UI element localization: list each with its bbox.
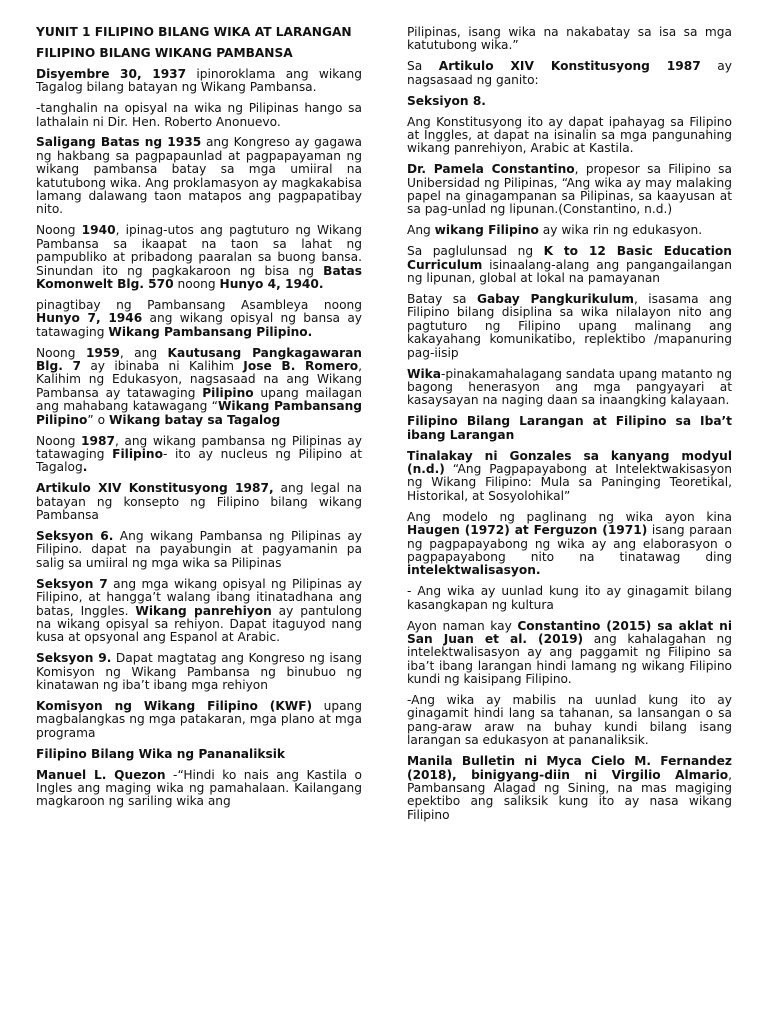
paragraph-artikulo-xiv: Artikulo XIV Konstitusyong 1987, ang legal na batayan ng konsepto ng Filipino bilang wikang Pambansa	[36, 481, 363, 523]
paragraph-k12: Sa paglulunsad ng K to 12 Basic Education Curriculum isinaalang-alang ang pangangailangan ng lipunan, global at lokal na pamayanan	[407, 244, 732, 286]
paragraph-seksyon-9: Seksyon 9. Dapat magtatag ang Kongreso ng isang Komisyon ng Wikang Pambansa ng binubuo ng kinatawan ng iba’t ibang mga rehiyon	[36, 651, 362, 693]
paragraph-1946: pinagtibay ng Pambansang Asambleya noong Hunyo 7, 1946 ang wikang opisyal ng bansa ay tatawaging Wikang Pambansang Pilipino.	[36, 297, 362, 339]
paragraph-wika-sandata: Wika-pinakamahalagang sandata upang matanto ng bagong henerasyon ang mga pangyayari at kasaysayan na naging daan sa inaangking kalayaan.	[407, 366, 732, 408]
paragraph-1940: Noong 1940, ipinag-utos ang pagtuturo ng Wikang Pambansa sa ikaapat na taon sa lahat ng pampubliko at pribadong paaralan sa buong bansa. Sinundan ito ng pagkakaroon ng bisa ng Batas Komonwelt Blg. 570 noong Hunyo 4, 1940.	[36, 223, 362, 291]
paragraph-kultura: - Ang wika ay uunlad kung ito ay ginagamit bilang kasangkapan ng kultura	[407, 584, 732, 612]
paragraph-1937: Disyembre 30, 1937 ipinoroklama ang wikang Tagalog bilang batayan ng Wikang Pambansa.	[36, 66, 362, 95]
paragraph-saligang-batas: Saligang Batas ng 1935 ang Kongreso ay gagawa ng hakbang sa pagpapaunlad at pagpapayaman ng wikang pambansa batay sa mga umiiral na katutubong wika. Ang proklamasyon ay magkakabisa lamang dalawang taon matapos ang pagpapatibay nito.	[36, 135, 362, 217]
section-heading-pambansa: FILIPINO BILANG WIKANG PAMBANSA	[36, 45, 293, 60]
paragraph-gabay: Batay sa Gabay Pangkurikulum, isasama ang Filipino bilang disiplina sa wika nilalayon nito ang pagtuturo ng Filipino upang malinang ang kakayahang komunikatibo, replektibo /mapanuring pag-iisip	[407, 292, 732, 360]
paragraph-opisyal: -tanghalin na opisyal na wika ng Pilipinas hango sa lathalain ni Dir. Hen. Roberto Anonuevo.	[36, 101, 362, 129]
paragraph-almario: Manila Bulletin ni Myca Cielo M. Fernandez (2018), binigyang-diin ni Virgilio Almario, Pambansang Alagad ng Sining, na mas magiging epektibo ang saliksik kung ito ay nasa wikang Filipino	[407, 754, 732, 822]
paragraph-konstitusyon: Ang Konstitusyong ito ay dapat ipahayag sa Filipino at Inggles, at dapat na isinalin sa mga pangunahing wikang panrehiyon, Arabic at Kastila.	[407, 114, 732, 156]
paragraph-edukasyon: Ang wikang Filipino ay wika rin ng edukasyon.	[407, 223, 703, 238]
paragraph-mabilis: -Ang wika ay mabilis na uunlad kung ito ay ginagamit hindi lang sa tahanan, sa lansangan o sa pang-araw araw na buhay kundi bilang isang larangan sa edukasyon at pananaliksik.	[407, 693, 732, 748]
paragraph-san-juan: Ayon naman kay Constantino (2015) sa aklat ni San Juan et al. (2019) ang kahalagahan ng intelektwalisasyon ay ang paggamit ng Filipino sa iba’t ibang larangan hindi lamang ng wikang Filipino kundi ng kaisipang Filipino.	[407, 618, 732, 687]
paragraph-artikulo-ganito: Sa Artikulo XIV Konstitusyong 1987 ay nagsasaad ng ganito:	[407, 59, 732, 87]
paragraph-gonzales: Tinalakay ni Gonzales sa kanyang modyul (n.d.) “Ang Pagpapayabong at Intelektwakisasyon ng Wikang Filipino: Mula sa Paninging Teoretikal, Historikal, at Sosyolohikal”	[407, 448, 732, 503]
paragraph-quezon-continued: Pilipinas, isang wika na nakabatay sa isa sa mga katutubong wika.”	[407, 25, 732, 53]
paragraph-quezon: Manuel L. Quezon -“Hindi ko nais ang Kastila o Ingles ang maging wika ng pamahalaan. Kailangang magkaroon ng sariling wika ang	[36, 767, 362, 809]
left-column	[36, 26, 362, 816]
paragraph-constantino: Dr. Pamela Constantino, propesor sa Filipino sa Unibersidad ng Pilipinas, “Ang wika ay may malaking papel na ginagampanan sa Pilipinas, sa kaayusan at sa pag-unlad ng lipunan.(Constantino, n.d.)	[407, 162, 732, 217]
paragraph-1987: Noong 1987, ang wikang pambansa ng Pilipinas ay tatawaging Filipino- ito ay nucleus ng Pilipino at Tagalog.	[36, 433, 362, 475]
paragraph-seksyon-6: Seksyon 6. Ang wikang Pambansa ng Pilipinas ay Filipino. dapat na payabungin at pagyamanin pa salig sa umiiral ng mga wika sa Pilipinas	[36, 529, 362, 570]
paragraph-seksyon-7: Seksyon 7 ang mga wikang opisyal ng Pilipinas ay Filipino, at hangga’t walang ibang itinatadhana ang batas, Inggles. Wikang panrehiyon ay pantulong na wikang opisyal sa rehiyon. Dapat itaguyod nang kusa at opsyonal ang Espanol at Arabic.	[36, 576, 363, 645]
paragraph-1959: Noong 1959, ang Kautusang Pangkagawaran Blg. 7 ay ibinaba ni Kalihim Jose B. Romero, Kalihim ng Edukasyon, nagsasaad na ang Wikang Pambansa ay tatawaging Pilipino upang mailagan ang mahabang katawagang “Wikang Pambansang Pilipino” o Wikang batay sa Tagalog	[36, 345, 362, 427]
section-heading-larangan: Filipino Bilang Larangan at Filipino sa Iba’t ibang Larangan	[407, 414, 732, 442]
paragraph-kwf: Komisyon ng Wikang Filipino (KWF) upang magbalangkas ng mga patakaran, mga plano at mga programa	[36, 698, 362, 740]
seksiyon-8-heading: Seksiyon 8.	[407, 93, 486, 108]
section-heading-pananaliksik: Filipino Bilang Wika ng Pananaliksik	[36, 746, 286, 761]
unit-title: YUNIT 1 FILIPINO BILANG WIKA AT LARANGAN	[36, 25, 352, 39]
paragraph-haugen: Ang modelo ng paglinang ng wika ayon kina Haugen (1972) at Ferguzon (1971) isang paraan ng pagpapayabong ng wika ay ang elaborasyon o pagpapayabong nito na tinatawag ding intelektwalisasyon.	[407, 509, 732, 578]
right-column	[407, 26, 732, 830]
